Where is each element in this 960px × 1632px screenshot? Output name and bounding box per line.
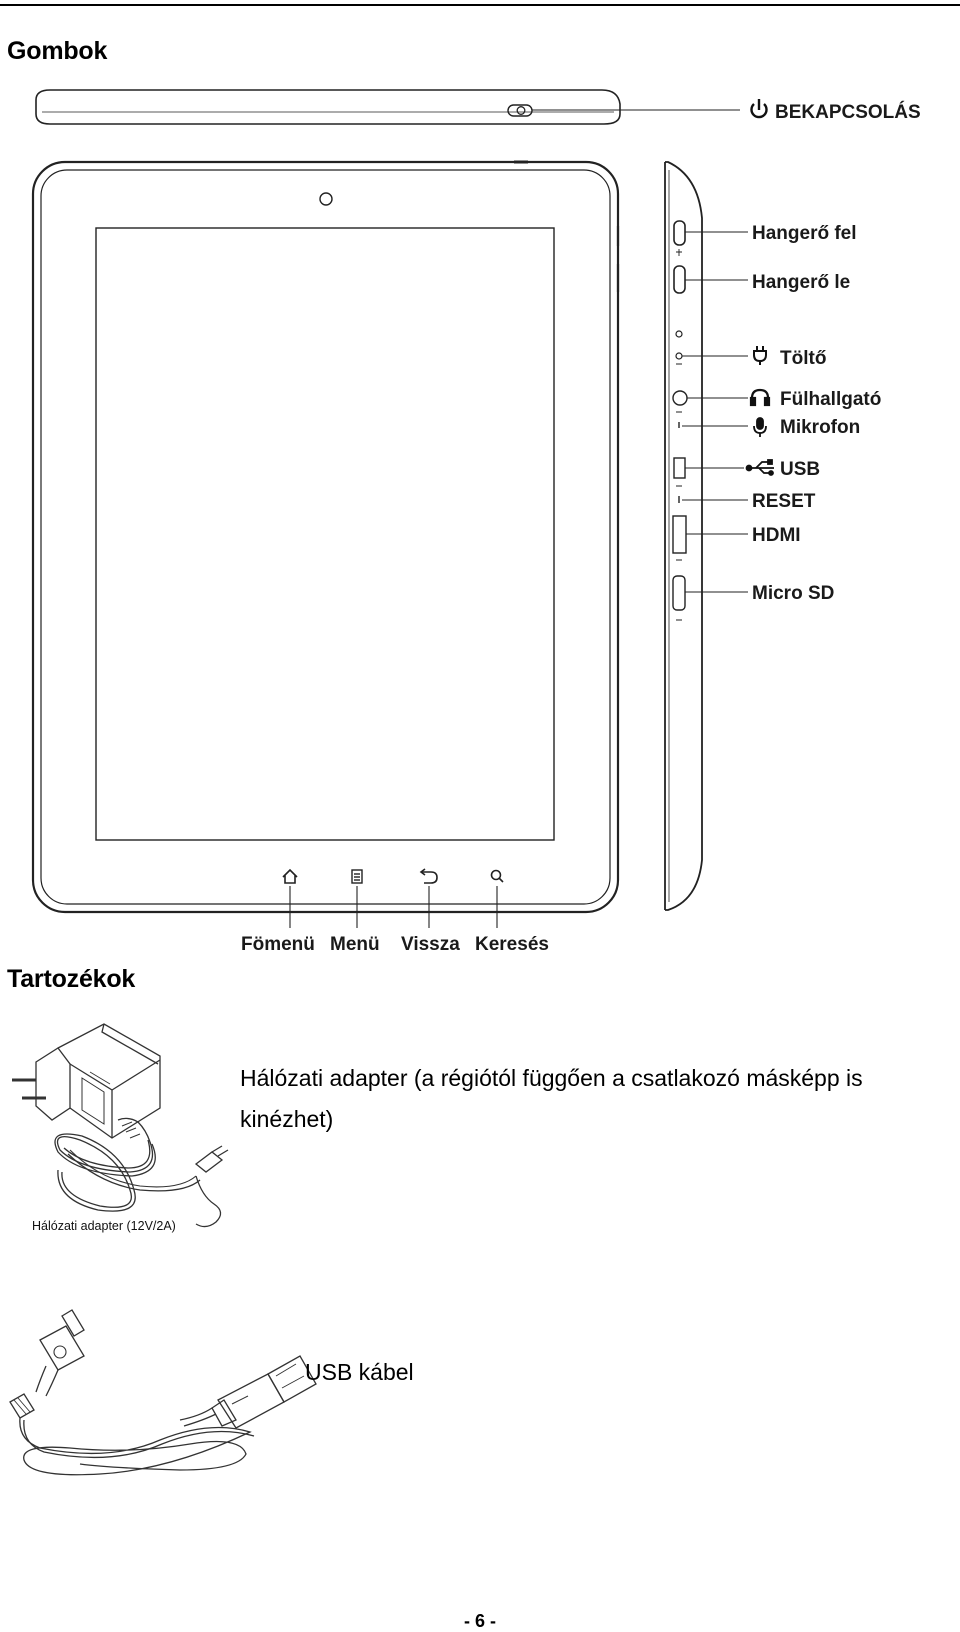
adapter-image-caption: Hálózati adapter (12V/2A) [32,1219,176,1233]
hdmi-label: HDMI [752,525,801,546]
home-icon [283,870,297,883]
usb-icon [747,460,775,475]
search-icon [492,871,504,883]
usb-cable-description: USB kábel [305,1359,414,1385]
page-number: - 6 - [463,1611,496,1631]
adapter-description: Hálózati adapter (a régiótól függően a csatlakozó másképp is kinézhet) [240,1065,863,1132]
power-label-icon [752,99,767,117]
power-label: BEKAPCSOLÁS [775,102,921,123]
front-camera-icon [320,193,332,205]
tablet-top-view [36,90,740,124]
volume-up-label: Hangerő fel [752,223,857,244]
section-heading-buttons: Gombok [7,37,108,65]
charger-plug-icon [754,346,766,365]
microphone-icon [754,418,766,437]
power-button-icon [508,105,532,116]
power-adapter-illustration [12,1024,228,1227]
menu-label: Menü [330,934,380,955]
micro-sd-label: Micro SD [752,583,835,604]
menu-icon [352,870,362,883]
headphones-label: Fülhallgató [780,389,882,410]
back-icon [421,869,437,883]
microphone-label: Mikrofon [780,417,861,438]
reset-label: RESET [752,491,816,512]
tablet-front-view [33,162,618,912]
section-heading-accessories: Tartozékok [7,965,136,993]
back-label: Vissza [401,934,460,955]
volume-down-label: Hangerő le [752,272,851,293]
usb-cable-illustration [10,1310,316,1475]
charger-label: Töltő [780,348,827,369]
headphones-icon [751,390,769,405]
search-label: Keresés [475,934,549,955]
home-label: Fömenü [241,934,315,955]
tablet-side-view [665,162,748,910]
usb-label: USB [780,459,821,480]
